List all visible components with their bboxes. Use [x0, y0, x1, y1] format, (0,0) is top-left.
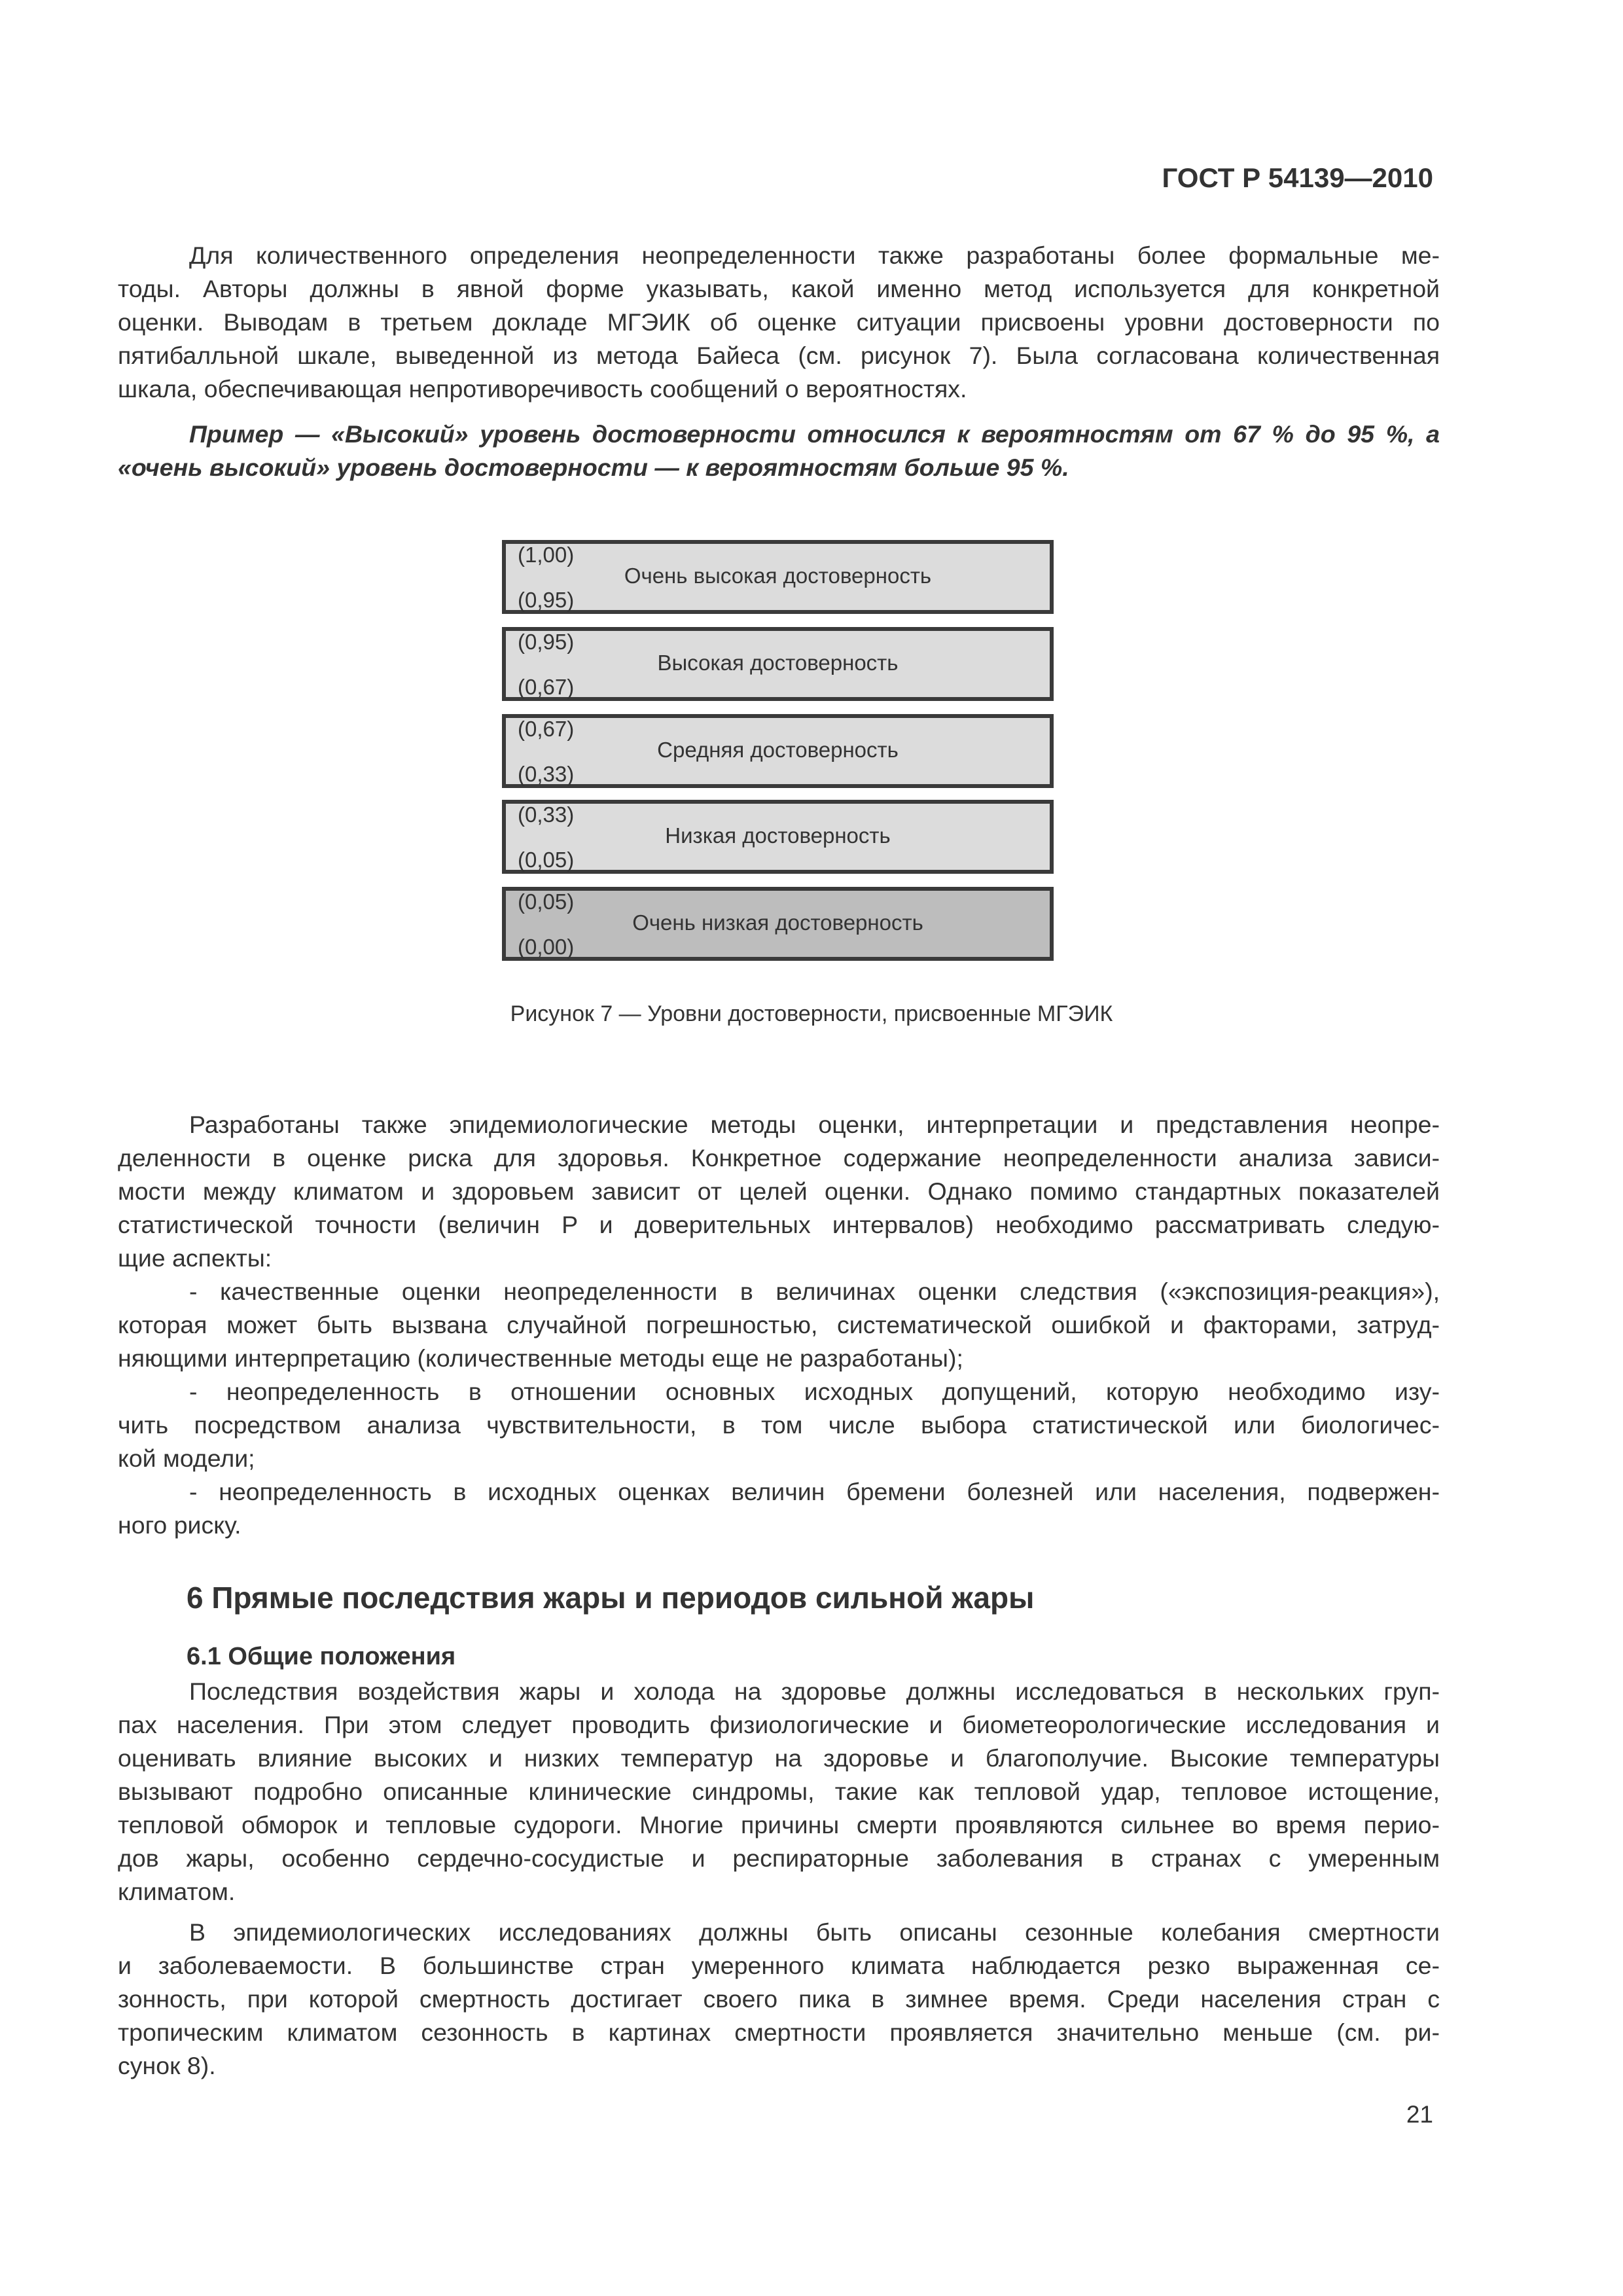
text-line: климатом.	[118, 1878, 236, 1905]
text-line: В эпидемиологических исследованиях должны быть описаны сезонные колебания смертности	[189, 1918, 1440, 1946]
confidence-level-box	[502, 887, 1054, 961]
bullet-line: чить посредством анализа чувствительности, в том числе выбора статистической или биологичес-	[118, 1411, 1440, 1439]
text-line: шкала, обеспечивающая непротиворечивость сообщений о вероятностях.	[118, 375, 967, 403]
text-line: оценивать влияние высоких и низких температур на здоровье и благополучие. Высокие температуры	[118, 1744, 1440, 1772]
confidence-level-box	[502, 714, 1054, 788]
upper-bound: (1,00)	[518, 543, 575, 567]
upper-bound: (0,95)	[518, 630, 575, 654]
confidence-level-box	[502, 800, 1054, 874]
lower-bound: (0,00)	[518, 935, 575, 959]
bullet-line: - неопределенность в исходных оценках величин бремени болезней или населения, подвержен-	[189, 1478, 1440, 1505]
text-line: сунок 8).	[118, 2052, 216, 2079]
text-line: и заболеваемости. В большинстве стран умеренного климата наблюдается резко выраженная се-	[118, 1952, 1440, 1979]
bullet-line: - качественные оценки неопределенности в величинах оценки следствия («экспозиция-реакция»),	[189, 1278, 1440, 1305]
text-line: мости между климатом и здоровьем зависит от целей оценки. Однако помимо стандартных показателей	[118, 1177, 1440, 1205]
level-label: Очень высокая достоверность	[624, 564, 932, 588]
example-note	[118, 418, 1440, 484]
confidence-level-box	[502, 627, 1054, 701]
document-id: ГОСТ Р 54139—2010	[1162, 162, 1433, 193]
lower-bound: (0,05)	[518, 848, 575, 872]
text-line: пятибалльной шкале, выведенной из метода Байеса (см. рисунок 7). Была согласована количественная	[118, 342, 1440, 369]
upper-bound: (0,05)	[518, 889, 575, 914]
text-line: тоды. Авторы должны в явной форме указывать, какой именно метод используется для конкретной	[118, 275, 1440, 302]
lower-bound: (0,95)	[518, 588, 575, 612]
text-line: Разработаны также эпидемиологические методы оценки, интерпретации и представления неопре-	[189, 1111, 1440, 1138]
figure-caption: Рисунок 7 — Уровни достоверности, присвоенные МГЭИК	[510, 1001, 1113, 1026]
text-line: вызывают подробно описанные клинические синдромы, такие как тепловой удар, тепловое истощение,	[118, 1778, 1440, 1805]
lower-bound: (0,67)	[518, 675, 575, 699]
bullet-line: которая может быть вызвана случайной погрешностью, систематической ошибкой и факторами, затруд-	[118, 1311, 1440, 1338]
text-line: пах населения. При этом следует проводить физиологические и биометеорологические исследования и	[118, 1711, 1440, 1738]
section-heading-6-1: 6.1 Общие положения	[187, 1643, 456, 1670]
text-line: зонность, при которой смертность достигает своего пика в зимнее время. Среди населения стран с	[118, 1985, 1440, 2013]
text-line: Последствия воздействия жары и холода на здоровье должны исследоваться в нескольких груп-	[189, 1677, 1440, 1705]
section-heading-6: 6 Прямые последствия жары и периодов сильной жары	[187, 1581, 1035, 1615]
text-line: Для количественного определения неопределенности также разработаны более формальные ме-	[189, 242, 1440, 269]
text-line: щие аспекты:	[118, 1244, 272, 1272]
paragraph-epidemiological-methods	[118, 1108, 1440, 1542]
page-number: 21	[1406, 2101, 1433, 2128]
text-line: деленности в оценке риска для здоровья. Конкретное содержание неопределенности анализа зависи-	[118, 1144, 1440, 1172]
text-line: тропическим климатом сезонность в картинах смертности проявляется значительно меньше (см. ри-	[118, 2018, 1440, 2046]
text-line: тепловой обморок и тепловые судороги. Многие причины смерти проявляются сильнее во время перио-	[118, 1811, 1440, 1839]
level-label: Низкая достоверность	[665, 823, 891, 848]
bullet-line: кой модели;	[118, 1444, 255, 1472]
bullet-line: ного риску.	[118, 1511, 241, 1539]
level-label: Высокая достоверность	[657, 651, 899, 675]
confidence-level-box	[502, 540, 1054, 614]
paragraph-quant-methods	[118, 239, 1440, 406]
lower-bound: (0,33)	[518, 762, 575, 786]
text-line: дов жары, особенно сердечно-сосудистые и респираторные заболевания в странах с умеренным	[118, 1844, 1440, 1872]
paragraph-seasonality	[118, 1916, 1440, 2083]
paragraph-heat-effects	[118, 1675, 1440, 1909]
upper-bound: (0,67)	[518, 717, 575, 741]
bullet-line: няющими интерпретацию (количественные методы еще не разработаны);	[118, 1344, 963, 1372]
upper-bound: (0,33)	[518, 802, 575, 827]
text-line: статистической точности (величин P и доверительных интервалов) необходимо рассматривать следую-	[118, 1211, 1440, 1238]
level-label: Очень низкая достоверность	[632, 910, 923, 935]
bullet-line: - неопределенность в отношении основных исходных допущений, которую необходимо изу-	[189, 1378, 1440, 1405]
example-line: Пример — «Высокий» уровень достоверности относился к вероятностям от 67 % до 95 %, а	[189, 420, 1440, 448]
level-label: Средняя достоверность	[657, 738, 899, 762]
text-line: оценки. Выводам в третьем докладе МГЭИК об оценке ситуации присвоены уровни достоверности по	[118, 308, 1440, 336]
example-line: «очень высокий» уровень достоверности — к вероятностям больше 95 %.	[118, 454, 1069, 481]
